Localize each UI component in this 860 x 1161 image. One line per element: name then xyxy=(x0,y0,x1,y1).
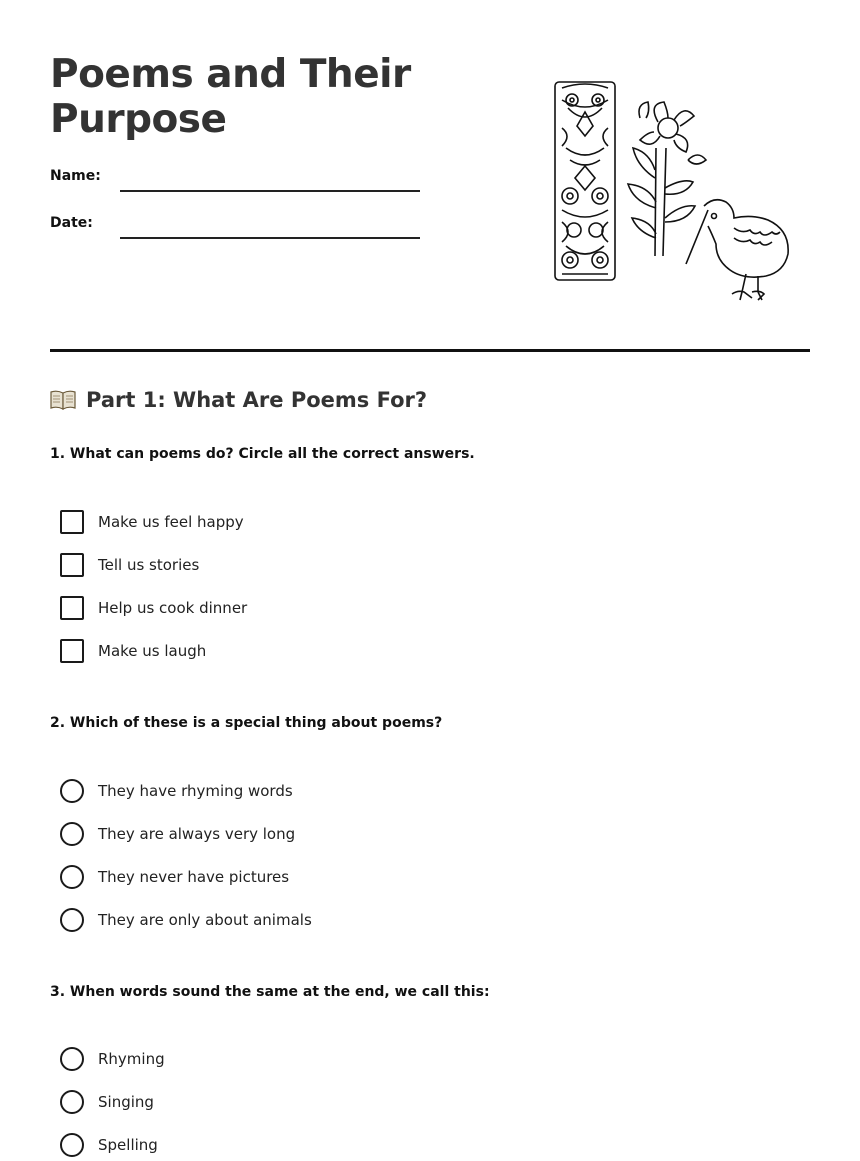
date-line[interactable] xyxy=(120,237,420,239)
carved-pou-icon xyxy=(555,82,615,280)
worksheet-title: Poems and Their Purpose xyxy=(50,52,411,142)
checkbox[interactable] xyxy=(60,639,84,663)
open-book-icon xyxy=(50,389,76,411)
name-line[interactable] xyxy=(120,190,420,192)
q3-option[interactable] xyxy=(60,1133,158,1157)
part1-heading-text: Part 1: What Are Poems For? xyxy=(86,388,428,412)
radio-button[interactable] xyxy=(60,908,84,932)
checkbox[interactable] xyxy=(60,596,84,620)
option-label: They are always very long xyxy=(98,825,296,843)
option-label: Help us cook dinner xyxy=(98,599,248,617)
flower-icon xyxy=(628,102,706,256)
radio-button[interactable] xyxy=(60,865,84,889)
q3-option[interactable] xyxy=(60,1090,154,1114)
name-field[interactable] xyxy=(50,164,420,194)
radio-button[interactable] xyxy=(60,779,84,803)
checkbox[interactable] xyxy=(60,510,84,534)
q1-option[interactable] xyxy=(60,510,244,534)
option-label: They have rhyming words xyxy=(98,782,293,800)
q3-option[interactable] xyxy=(60,1047,165,1071)
q2-option[interactable] xyxy=(60,908,312,932)
kiwi-bird-icon xyxy=(686,200,788,300)
question-1: 1. What can poems do? Circle all the correct answers. xyxy=(50,446,475,462)
date-label: Date: xyxy=(50,215,93,231)
option-label: Tell us stories xyxy=(98,556,200,574)
radio-button[interactable] xyxy=(60,822,84,846)
q2-option[interactable] xyxy=(60,779,293,803)
radio-button[interactable] xyxy=(60,1133,84,1157)
part1-heading xyxy=(50,388,427,412)
q2-option[interactable] xyxy=(60,865,289,889)
option-label: Make us laugh xyxy=(98,642,207,660)
checkbox[interactable] xyxy=(60,553,84,577)
name-label: Name: xyxy=(50,168,101,184)
q1-option[interactable] xyxy=(60,553,199,577)
date-field[interactable] xyxy=(50,211,420,241)
option-label: Make us feel happy xyxy=(98,513,244,531)
radio-button[interactable] xyxy=(60,1047,84,1071)
option-label: They never have pictures xyxy=(98,868,290,886)
illustration xyxy=(548,78,798,310)
question-3: 3. When words sound the same at the end, we call this: xyxy=(50,984,490,1000)
option-label: Spelling xyxy=(98,1136,158,1154)
q2-option[interactable] xyxy=(60,822,295,846)
q1-option[interactable] xyxy=(60,639,206,663)
option-label: Rhyming xyxy=(98,1050,165,1068)
question-2: 2. Which of these is a special thing about poems? xyxy=(50,715,443,731)
option-label: They are only about animals xyxy=(98,911,312,929)
option-label: Singing xyxy=(98,1093,154,1111)
q1-option[interactable] xyxy=(60,596,247,620)
radio-button[interactable] xyxy=(60,1090,84,1114)
section-divider xyxy=(50,349,810,352)
